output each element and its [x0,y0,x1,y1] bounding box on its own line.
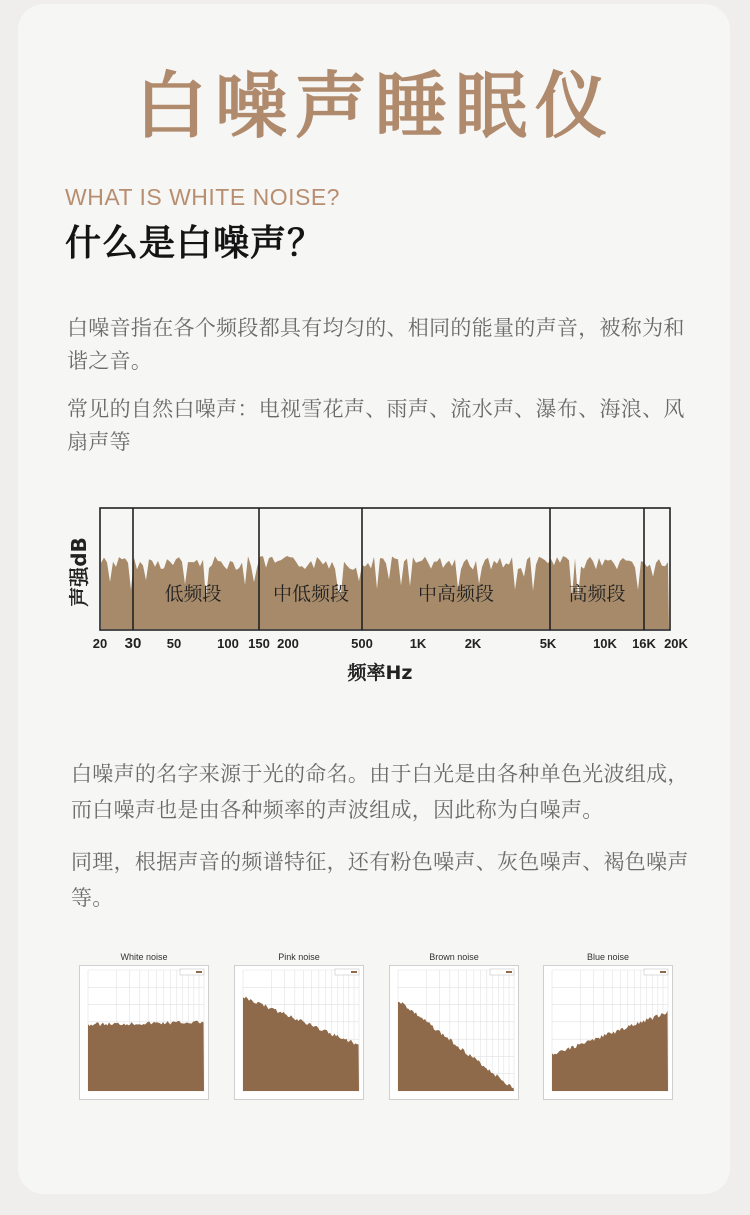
colored-noise-paragraph: 同理，根据声音的频谱特征，还有粉色噪声、灰色噪声、褐色噪声等。 [71,850,689,910]
spectrum-tick-label: 16K [632,636,656,651]
spectrum-tick-label: 10K [593,636,617,651]
spectrum-tick-label: 1K [409,636,427,651]
naming-paragraph: 白噪声的名字来源于光的命名。由于白光是由各种单色光波组成，而白噪声也是由各种频率的声波组成，因此称为白噪声。 [71,762,689,822]
noise-chart-title: White noise [120,952,168,962]
noise-plot-area [543,965,673,1100]
definition-paragraph: 白噪音指在各个频段都具有均匀的、相同的能量的声音，被称为和谐之音。 [67,316,685,373]
noise-spectrum-area [398,1002,514,1091]
spectrum-tick-label: 150 [248,636,270,651]
noise-chart-brown-noise [389,952,519,1100]
band-label: 中高频段 [417,583,495,605]
legend-swatch [506,971,512,973]
noise-spectrum-area [243,997,359,1091]
frequency-spectrum-chart [60,498,700,693]
spectrum-tick-label: 20K [664,636,688,651]
noise-spectrum-area [88,1021,204,1091]
spectrum-tick-label: 5K [539,636,557,651]
band-label: 低频段 [164,583,222,605]
spectrum-tick-labels [93,635,689,652]
spectrum-tick-label: 30 [124,635,142,652]
noise-plot-area [79,965,209,1100]
spectrum-ylabel: 声强dB [67,537,91,607]
legend-swatch [660,971,666,973]
band-label: 中低频段 [272,583,350,605]
legend-swatch [351,971,357,973]
noise-chart-blue-noise [543,952,673,1100]
spectrum-tick-label: 200 [277,636,299,651]
spectrum-tick-label: 100 [217,636,239,651]
noise-plot-area [389,965,519,1100]
spectrum-tick-label: 500 [351,636,373,651]
examples-paragraph: 常见的自然白噪声：电视雪花声、雨声、流水声、瀑布、海浪、风扇声等 [67,397,685,454]
noise-chart-title: Pink noise [278,952,320,962]
section-subtitle-en: WHAT IS WHITE NOISE? [65,184,340,210]
spectrum-tick-label: 50 [166,636,182,651]
spectrum-xlabel: 频率Hz [347,662,413,684]
noise-plot-area [234,965,364,1100]
noise-chart-title: Brown noise [429,952,479,962]
section-subtitle-zh: 什么是白噪声？ [65,223,325,264]
page-title: 白噪声睡眠仪 [134,64,615,148]
spectrum-tick-label: 20 [92,636,108,651]
legend-swatch [196,971,202,973]
noise-chart-title: Blue noise [586,952,630,962]
noise-chart-pink-noise [234,952,364,1100]
noise-chart-white-noise [79,952,209,1100]
band-label: 高频段 [568,583,626,605]
noise-spectrum-area [552,1011,668,1091]
spectrum-tick-label: 2K [464,636,482,651]
